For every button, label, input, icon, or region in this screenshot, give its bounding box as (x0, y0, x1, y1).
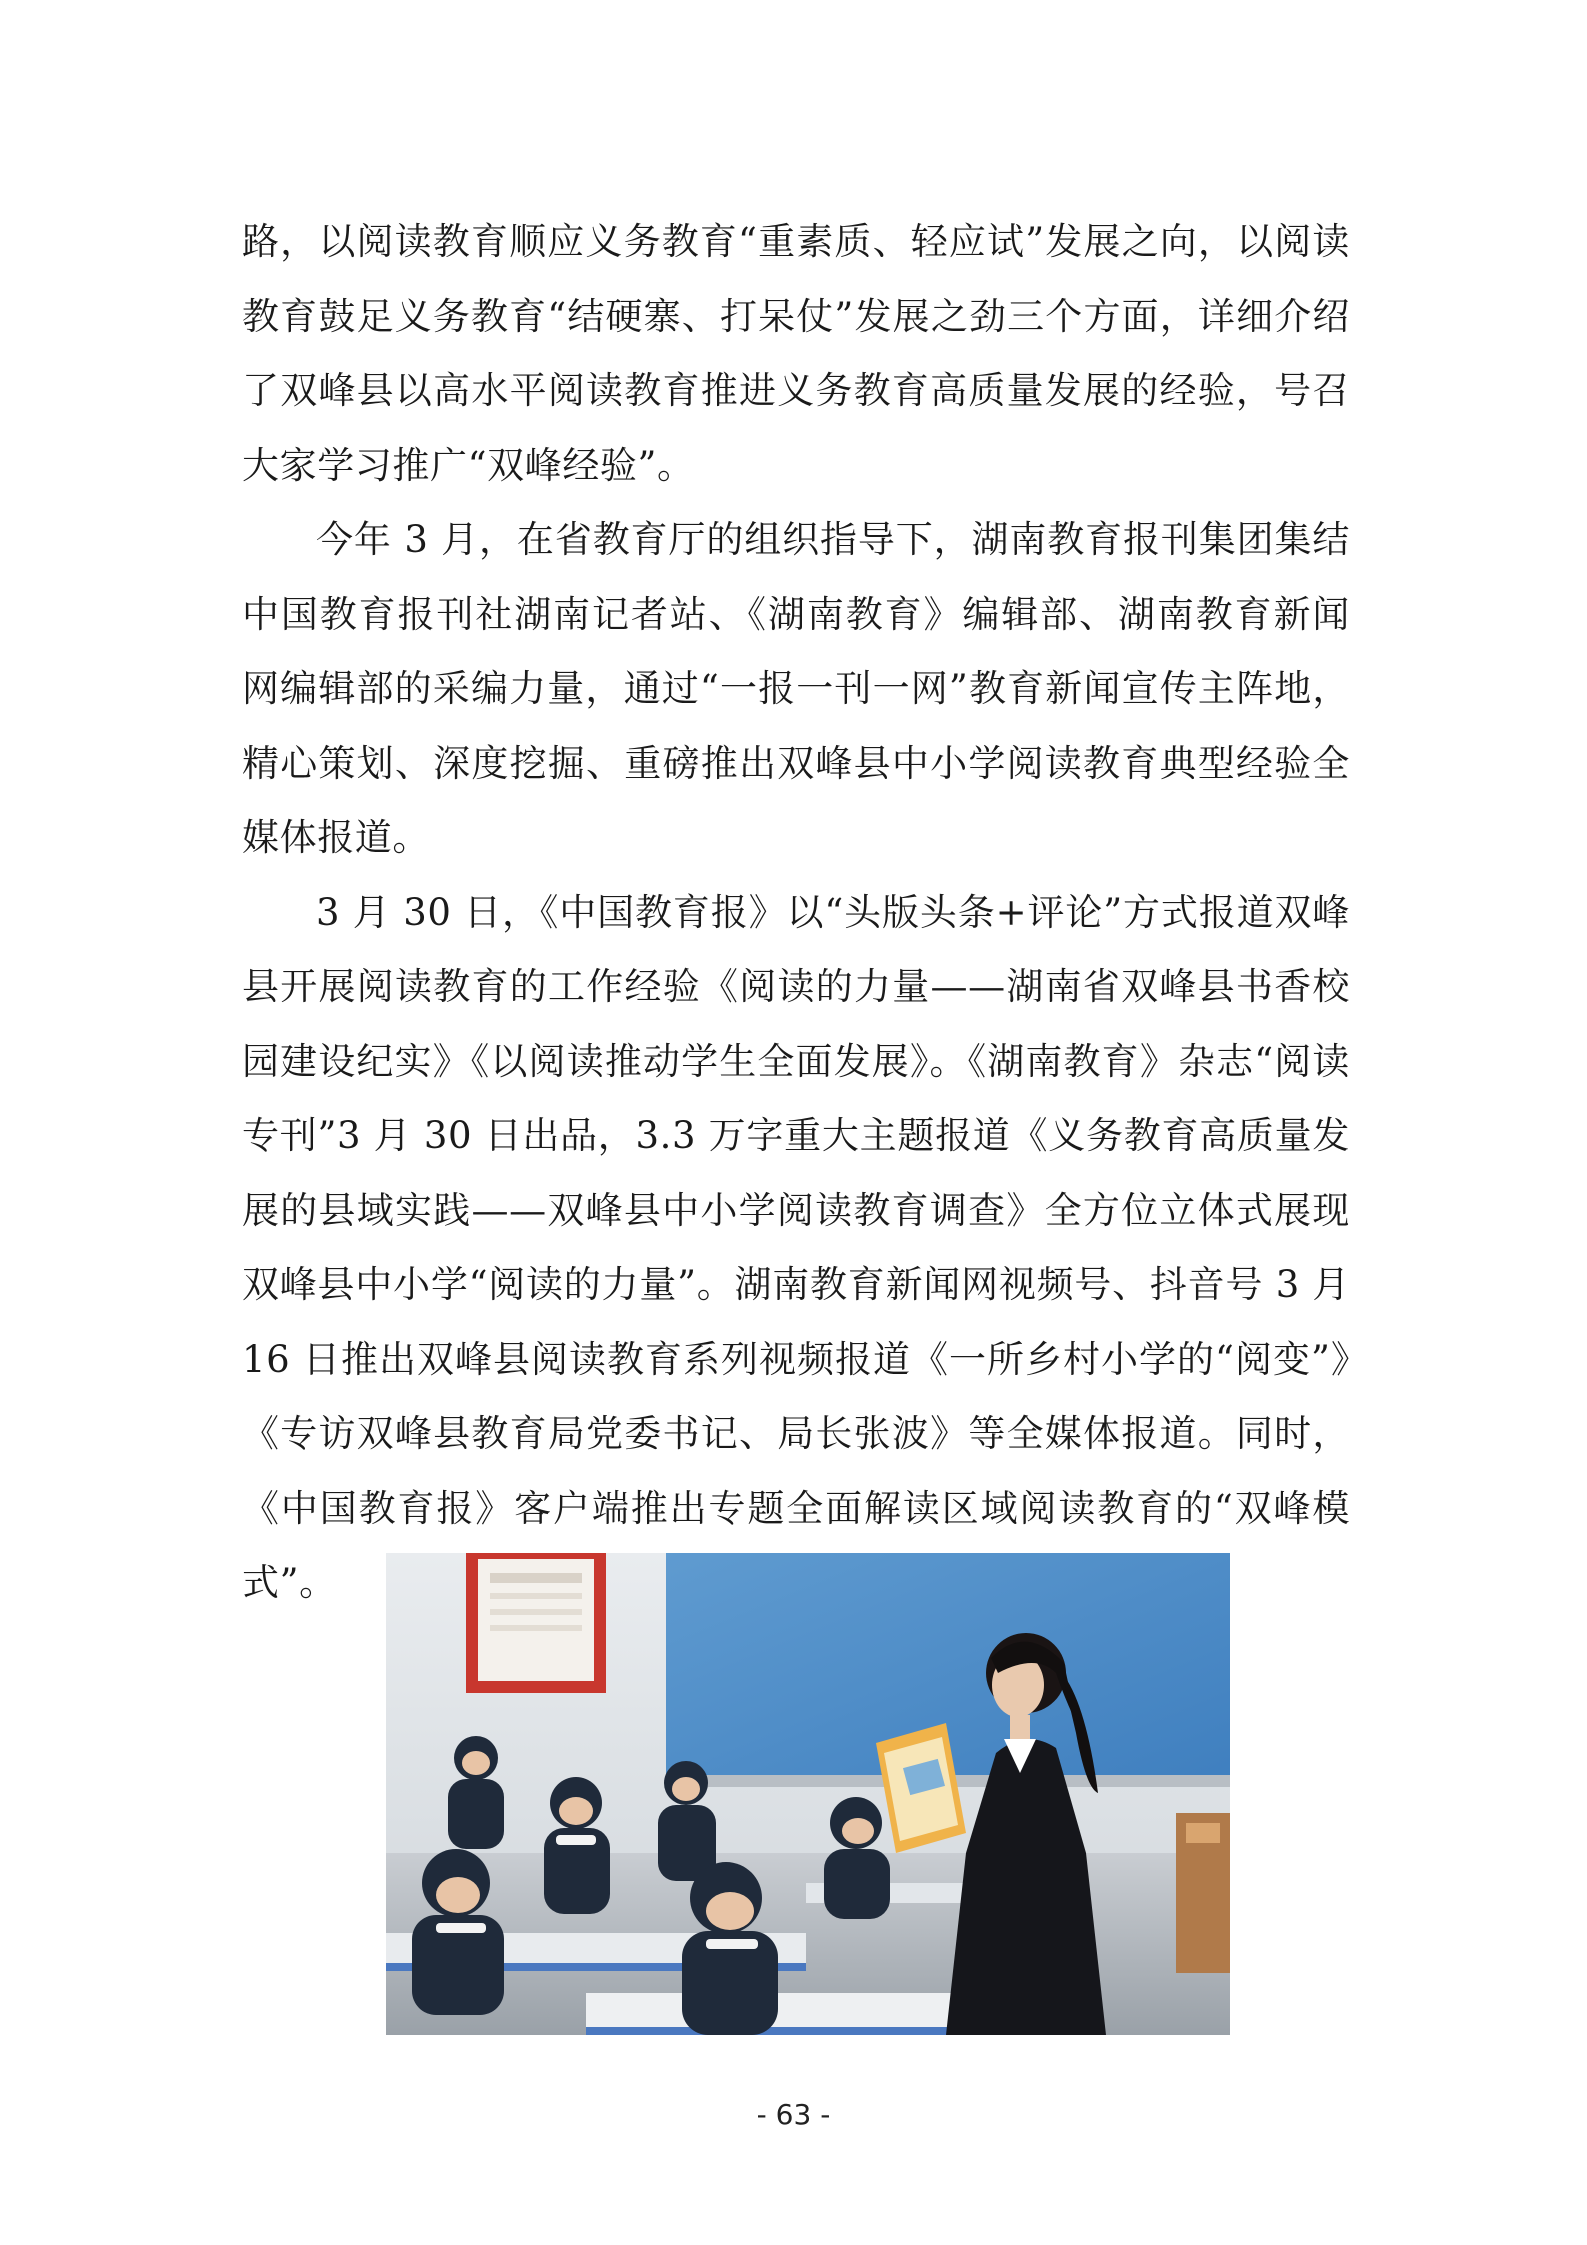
paragraph-1: 路，以阅读教育顺应义务教育“重素质、轻应试”发展之向，以阅读教育鼓足义务教育“结硬寨、打呆仗”发展之劲三个方面，详细介绍了双峰县以高水平阅读教育推进义务教育高质量发展的经验，号召大家学习推广“双峰经验”。 (242, 220, 1350, 487)
paragraph-3: 3 月 30 日，《中国教育报》以“头版头条+评论”方式报道双峰县开展阅读教育的工作经验《阅读的力量——湖南省双峰县书香校园建设纪实》《以阅读推动学生全面发展》。《湖南教育》杂志“阅读专刊”3 月 30 日出品，3.3 万字重大主题报道《义务教育高质量发展的县域实践——双峰县中小学阅读教育调查》全方位立体式展现双峰县中小学“阅读的力量”。湖南教育新闻网视频号、抖音号 3 月 16 日推出双峰县阅读教育系列视频报道《一所乡村小学的“阅变”》《专访双峰县教育局党委书记、局长张波》等全媒体报道。同时，《中国教育报》客户端推出专题全面解读区域阅读教育的“双峰模式”。 (242, 890, 1350, 1604)
classroom-photo-icon (386, 1553, 1230, 2035)
body-text (242, 205, 1350, 1621)
classroom-photo (386, 1553, 1230, 2035)
page-number: - 63 - (756, 2098, 831, 2131)
paragraph-2: 今年 3 月，在省教育厅的组织指导下，湖南教育报刊集团集结中国教育报刊社湖南记者站、《湖南教育》编辑部、湖南教育新闻网编辑部的采编力量，通过“一报一刊一网”教育新闻宣传主阵地，精心策划、深度挖掘、重磅推出双峰县中小学阅读教育典型经验全媒体报道。 (242, 518, 1350, 859)
